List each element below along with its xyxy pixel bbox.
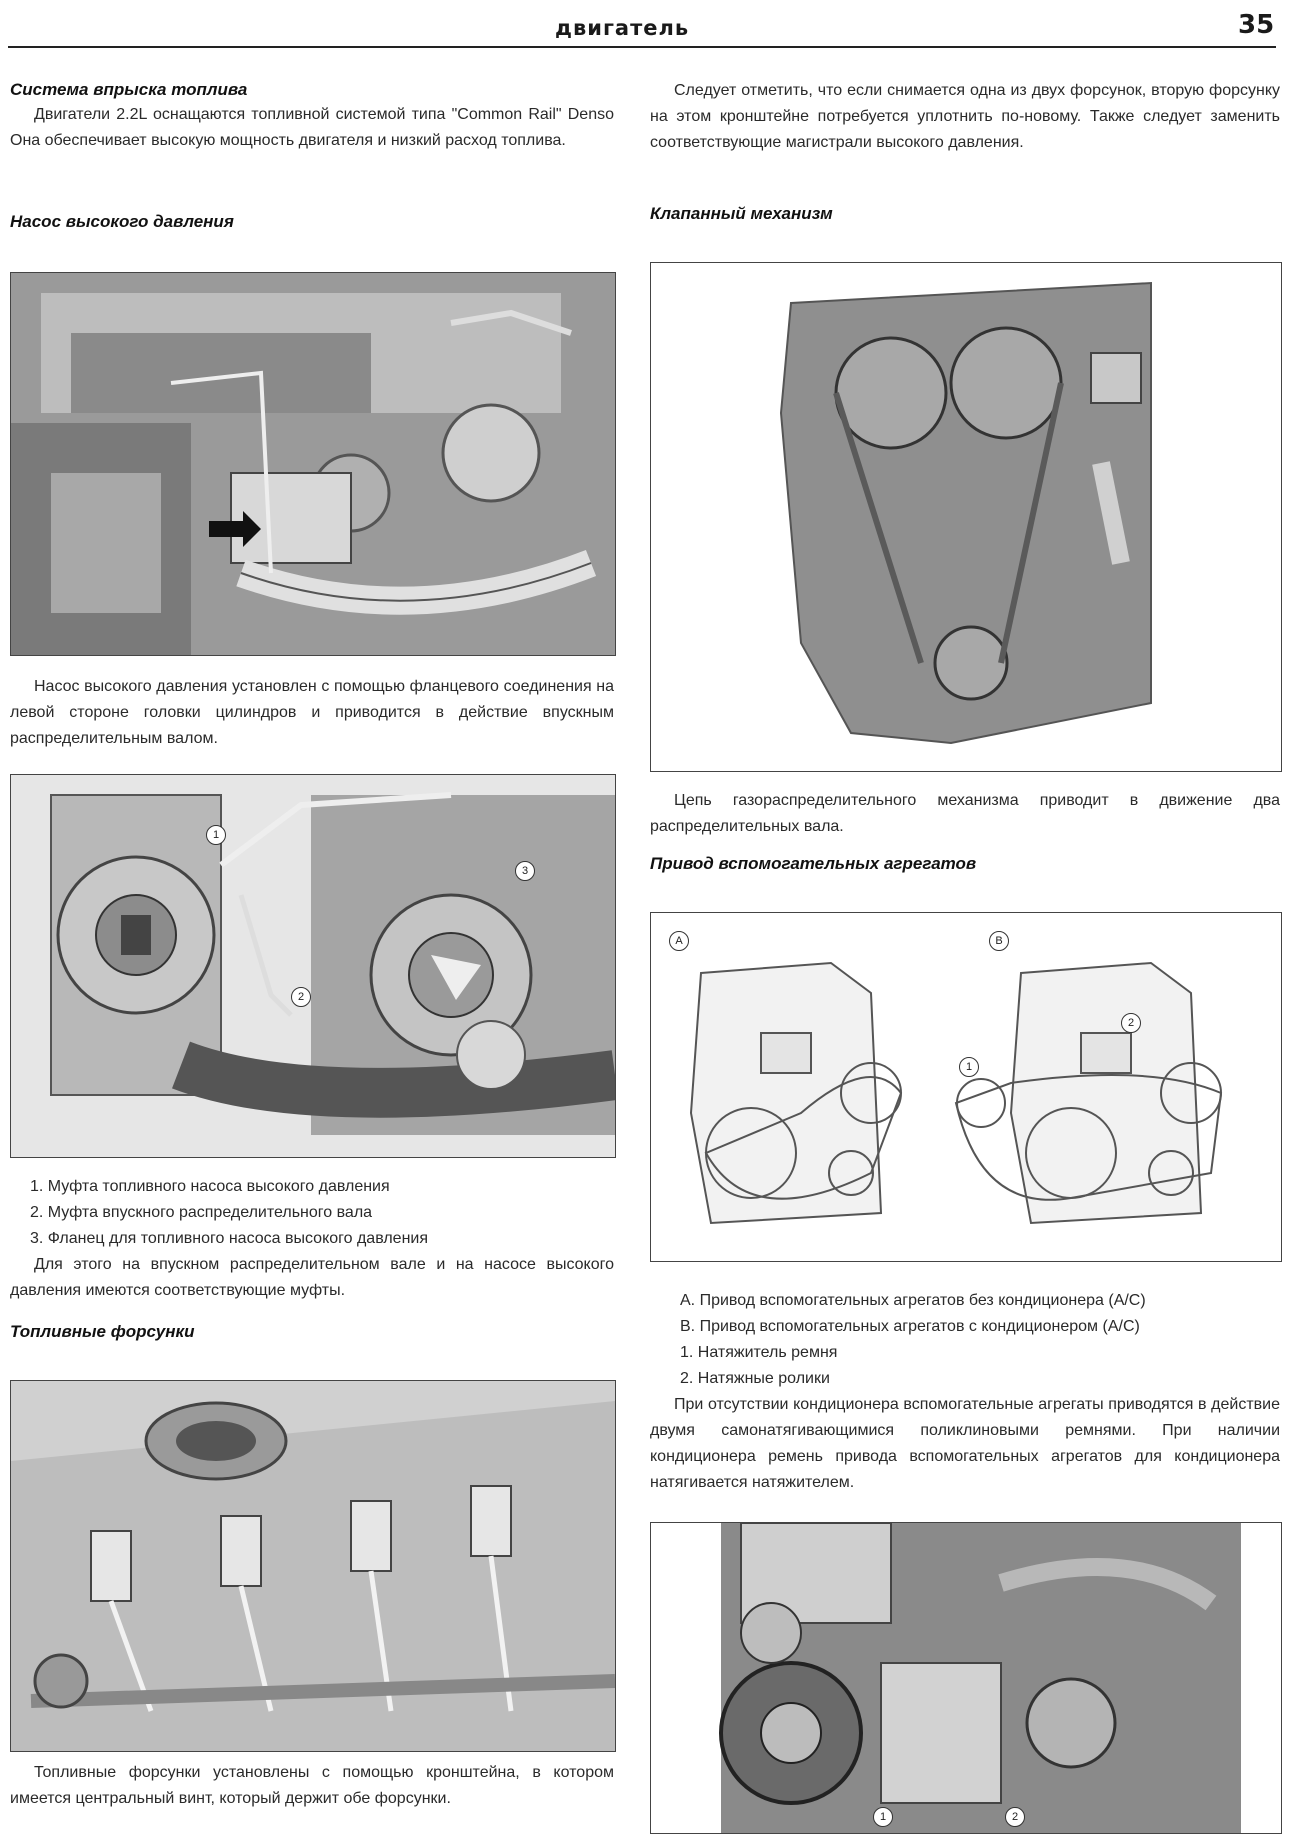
legend-item: B. Привод вспомогательных агрегатов с кондиционером (A/C) [680, 1318, 1140, 1335]
heading-fuel-injectors: Топливные форсунки [10, 1322, 195, 1341]
heading-accessory-drive: Привод вспомогательных агрегатов [650, 854, 977, 873]
paragraph-fuel-injectors: Топливные форсунки установлены с помощью кронштейна, в котором имеется центральный винт, который держит обе форсунки. [10, 1764, 614, 1807]
legend-item: 1. Натяжитель ремня [680, 1344, 838, 1361]
callout-1: 1 [959, 1057, 979, 1077]
label-a: A [669, 931, 689, 951]
figure-accessory-drive-diagram [650, 912, 1282, 1262]
paragraph-couplings: Для этого на впускном распределительном вале и на насосе высокого давления имеются соответствующие муфты. [10, 1256, 614, 1299]
legend-item: 2. Натяжные ролики [680, 1370, 830, 1387]
callout-2: 2 [1005, 1807, 1025, 1827]
figure-pump-coupling [10, 774, 616, 1158]
figure-engine-pump-location [10, 272, 616, 656]
paragraph-accessory-drive: При отсутствии кондиционера вспомогательные агрегаты приводятся в действие двумя самонатягивающимися поликлиновыми ремнями. При наличии кондиционера ремень привода вспомогательных агрегатов для кондиционера натягивается натяжителем. [650, 1396, 1280, 1491]
figure-fuel-injectors [10, 1380, 616, 1752]
timing-chain-photo [651, 263, 1281, 771]
injectors-photo [11, 1381, 615, 1751]
header-rule [8, 46, 1276, 48]
paragraph-high-pressure-pump: Насос высокого давления установлен с помощью фланцевого соединения на левой стороне головки цилиндров и приводится в действие впускным распределительным валом. [10, 678, 614, 747]
callout-3: 3 [515, 861, 535, 881]
accessory-belt-photo [651, 1523, 1281, 1833]
callout-2: 2 [291, 987, 311, 1007]
heading-fuel-injection-system: Система впрыска топлива [10, 80, 248, 99]
running-title: двигатель [555, 16, 690, 40]
figure-accessory-belt-photo [650, 1522, 1282, 1834]
label-b: B [989, 931, 1009, 951]
figure-timing-chain [650, 262, 1282, 772]
accessory-drive-drawing [651, 913, 1281, 1261]
legend-item: 3. Фланец для топливного насоса высокого давления [30, 1230, 429, 1247]
callout-1: 1 [206, 825, 226, 845]
page-header [0, 0, 1300, 48]
page-number: 35 [1238, 10, 1275, 40]
legend-accessory-drive [680, 1288, 1280, 1392]
heading-high-pressure-pump: Насос высокого давления [10, 212, 234, 231]
legend-item: 1. Муфта топливного насоса высокого давления [30, 1178, 390, 1195]
callout-2: 2 [1121, 1013, 1141, 1033]
callout-1: 1 [873, 1807, 893, 1827]
paragraph-injector-note: Следует отметить, что если снимается одна из двух форсунок, вторую форсунку на этом кронштейне потребуется уплотнить по-новому. Также следует заменить соответствующие магистрали высокого давления. [650, 82, 1280, 151]
engine-photo [11, 273, 615, 655]
legend-item: 2. Муфта впускного распределительного вала [30, 1204, 373, 1221]
paragraph-fuel-injection: Двигатели 2.2L оснащаются топливной системой типа "Common Rail" Denso Она обеспечивает высокую мощность двигателя и низкий расход топлива. [10, 106, 614, 149]
legend-item: A. Привод вспомогательных агрегатов без кондиционера (A/C) [680, 1292, 1146, 1309]
legend-pump-coupling [30, 1174, 620, 1252]
pump-coupling-photo [11, 775, 615, 1157]
paragraph-valve-mechanism: Цепь газораспределительного механизма приводит в движение два распределительных вала. [650, 792, 1280, 835]
heading-valve-mechanism: Клапанный механизм [650, 204, 833, 223]
